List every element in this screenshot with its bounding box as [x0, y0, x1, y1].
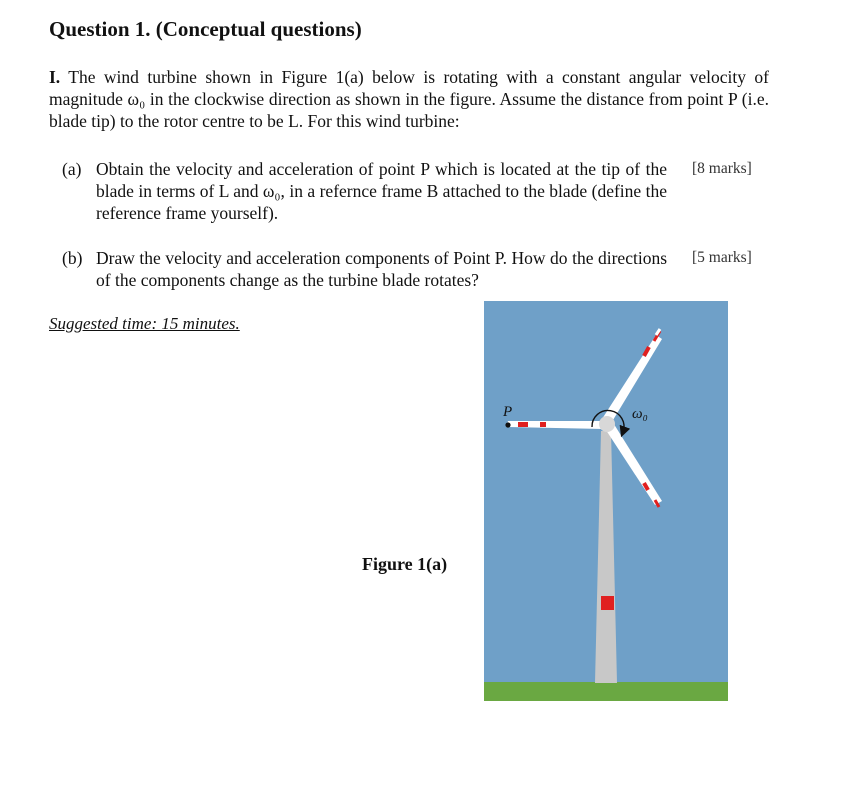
left-blade-stripe-1 [518, 422, 528, 427]
part-a-label: (a) [62, 159, 82, 179]
left-blade-stripe-2 [540, 422, 546, 427]
rotor-hub [599, 416, 615, 432]
part-a [62, 158, 667, 224]
ground [484, 682, 728, 701]
part-b-marks: [5 marks] [692, 249, 752, 266]
part-b [62, 247, 667, 291]
suggested-time: Suggested time: 15 minutes. [49, 314, 240, 333]
part-b-text: Draw the velocity and acceleration components of Point P. How do the directions of the components change as the turbine blade rotates? [96, 248, 667, 290]
intro-label: I. [49, 67, 61, 87]
part-a-marks: [8 marks] [692, 160, 752, 177]
part-a-text: Obtain the velocity and acceleration of point P which is located at the tip of the blade in terms of L and ω₀, in a refernce frame B attached to the blade (define the reference frame yourself). [96, 159, 667, 223]
intro-text: The wind turbine shown in Figure 1(a) below is rotating with a constant angular velocity of magnitude ω₀ in the clockwise direction as shown in the figure. Assume the distance from point P (i.e. blade tip) to the rotor centre to be L. For this wind turbine: [49, 67, 769, 131]
point-p-label: P [503, 404, 513, 420]
figure-caption: Figure 1(a) [362, 554, 448, 574]
part-b-label: (b) [62, 248, 83, 268]
point-p-marker [505, 422, 510, 427]
tower-red-marker [601, 596, 614, 610]
wind-turbine-figure [484, 301, 728, 701]
question-intro [49, 66, 769, 132]
question-title: Question 1. (Conceptual questions) [49, 17, 362, 41]
omega-label: ω₀ [632, 406, 648, 422]
